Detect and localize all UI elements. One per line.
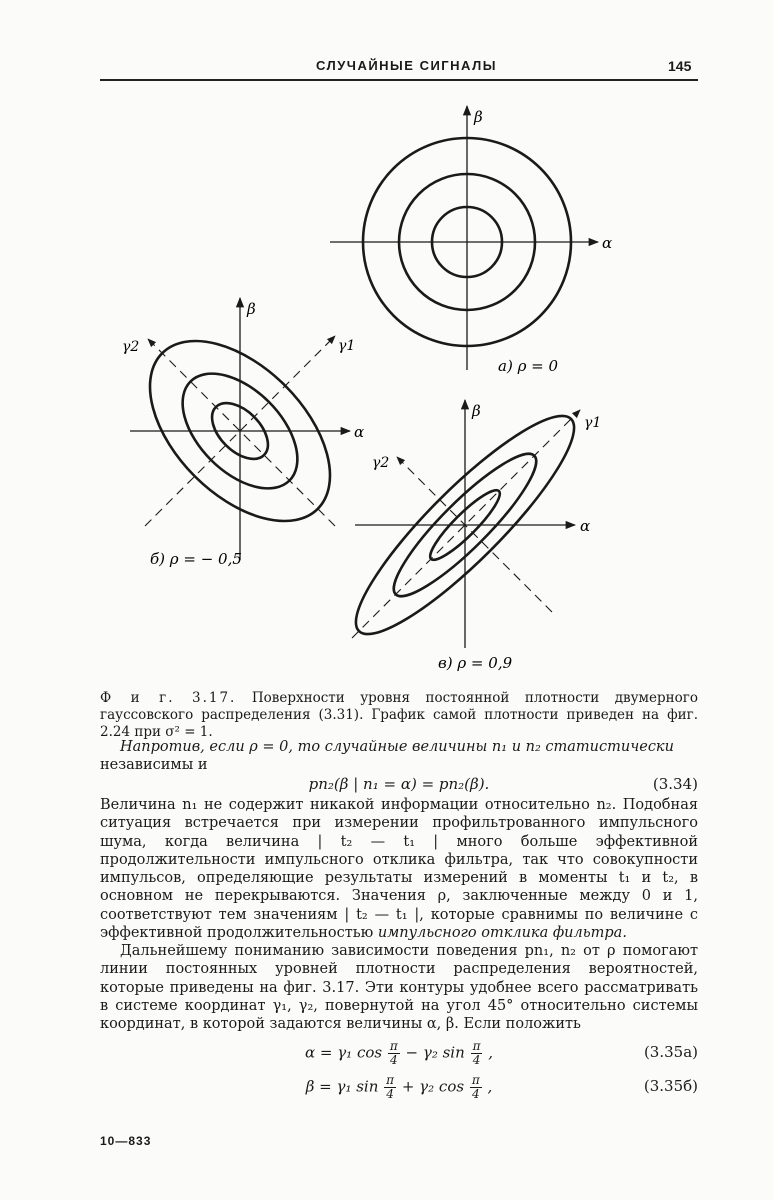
frac-den: 4 [389, 1053, 398, 1067]
frac-num: π [389, 1039, 398, 1053]
label-alpha: α [580, 517, 591, 535]
panel-a-label: а) ρ = 0 [498, 357, 559, 375]
paragraph-1-line-1: Напротив, если ρ = 0, то случайные величины n₁ и n₂ статистически [120, 739, 674, 755]
formula-3-34-expr: pn₂(β | n₁ = α) = pn₂(β). [308, 775, 490, 793]
fraction [388, 1040, 400, 1067]
axis-gamma2 [148, 339, 335, 526]
label-gamma2: γ2 [122, 339, 140, 355]
label-alpha: α [602, 234, 613, 252]
panel-c [333, 393, 601, 672]
formula-3-35b-number: (3.35б) [643, 1077, 698, 1095]
label-beta: β [474, 108, 483, 126]
paragraph-3-text: Дальнейшему пониманию зависимости поведения pn₁, n₂ от ρ помогают линии постоянных уровней плотности распределения вероятностей, которые приведены на фиг. 3.17. Эти контуры удобнее всего рассматривать в системе координат γ₁, γ₂, повернутой на угол 45° относительно системы координат, в которой задаются величины α, β. Если положить [100, 943, 698, 1033]
paragraph-2-italic-tail: импульсного отклика фильтра. [377, 925, 627, 942]
formula-3-35b [100, 1070, 698, 1100]
formula-3-34-number: (3.34) [652, 775, 698, 793]
figure-caption [100, 690, 698, 741]
formula-3-35a-tail: , [488, 1043, 494, 1062]
frac-num: π [386, 1073, 395, 1087]
formula-3-35a-mid: − γ₂ sin [405, 1043, 465, 1062]
paragraph-2-text: Величина n₁ не содержит никакой информации относительно n₂. Подобная ситуация встречается при измерении профильтрованного импульсного шума, когда величина | t₂ — t₁ | много больше эффективной продолжительности импульсного отклика фильтра, так что совокупности импульсов, определяющие результаты измерений в моменты t₁ и t₂, в основном не перекрываются. Значения ρ, заключенные между 0 и 1, соответствуют тем значениям | t₂ — t₁ |, которые сравнимы по величине с эффективной продолжительностью [100, 797, 698, 942]
formula-3-35b-mid: + γ₂ cos [401, 1077, 465, 1096]
formula-3-35a-lhs: α = γ₁ cos [304, 1043, 383, 1062]
label-alpha: α [354, 423, 365, 441]
formula-3-34 [100, 774, 698, 794]
formula-3-35b-tail: , [487, 1077, 493, 1096]
frac-num: π [471, 1073, 480, 1087]
panel-b-label: б) ρ = − 0,5 [150, 550, 242, 568]
frac-den: 4 [471, 1087, 480, 1101]
page-number: 145 [668, 58, 692, 74]
label-gamma1: γ1 [584, 415, 602, 431]
paragraph-1-line-2: независимы и [100, 757, 208, 774]
formula-3-35b-lhs: β = γ₁ sin [305, 1077, 379, 1096]
panel-a [330, 106, 612, 375]
signature-mark: 10—833 [100, 1134, 152, 1148]
axis-gamma1 [352, 410, 580, 638]
fraction [471, 1040, 483, 1067]
caption-label: Ф и г. 3.17. [100, 690, 237, 706]
label-gamma1: γ1 [338, 338, 356, 354]
frac-num: π [472, 1039, 481, 1053]
label-gamma2: γ2 [372, 455, 390, 471]
running-title: СЛУЧАЙНЫЕ СИГНАЛЫ [316, 58, 497, 73]
frac-den: 4 [472, 1053, 481, 1067]
label-beta: β [247, 300, 256, 318]
fraction [470, 1074, 482, 1101]
paragraph-1 [100, 738, 698, 775]
formula-3-35a-number: (3.35а) [643, 1043, 698, 1061]
panel-c-label: в) ρ = 0,9 [438, 654, 513, 672]
caption-text: Поверхности уровня постоянной плотности двумерного гауссовского распределения (3.31). График самой плотности приведен на фиг. 2.24 при σ² = 1. [100, 690, 699, 740]
panel-b [117, 298, 364, 568]
frac-den: 4 [386, 1087, 394, 1101]
paragraph-3 [100, 942, 698, 1033]
paragraph-2 [100, 796, 698, 942]
label-beta: β [472, 402, 481, 420]
formula-3-35a [100, 1036, 698, 1066]
fraction [384, 1074, 396, 1101]
